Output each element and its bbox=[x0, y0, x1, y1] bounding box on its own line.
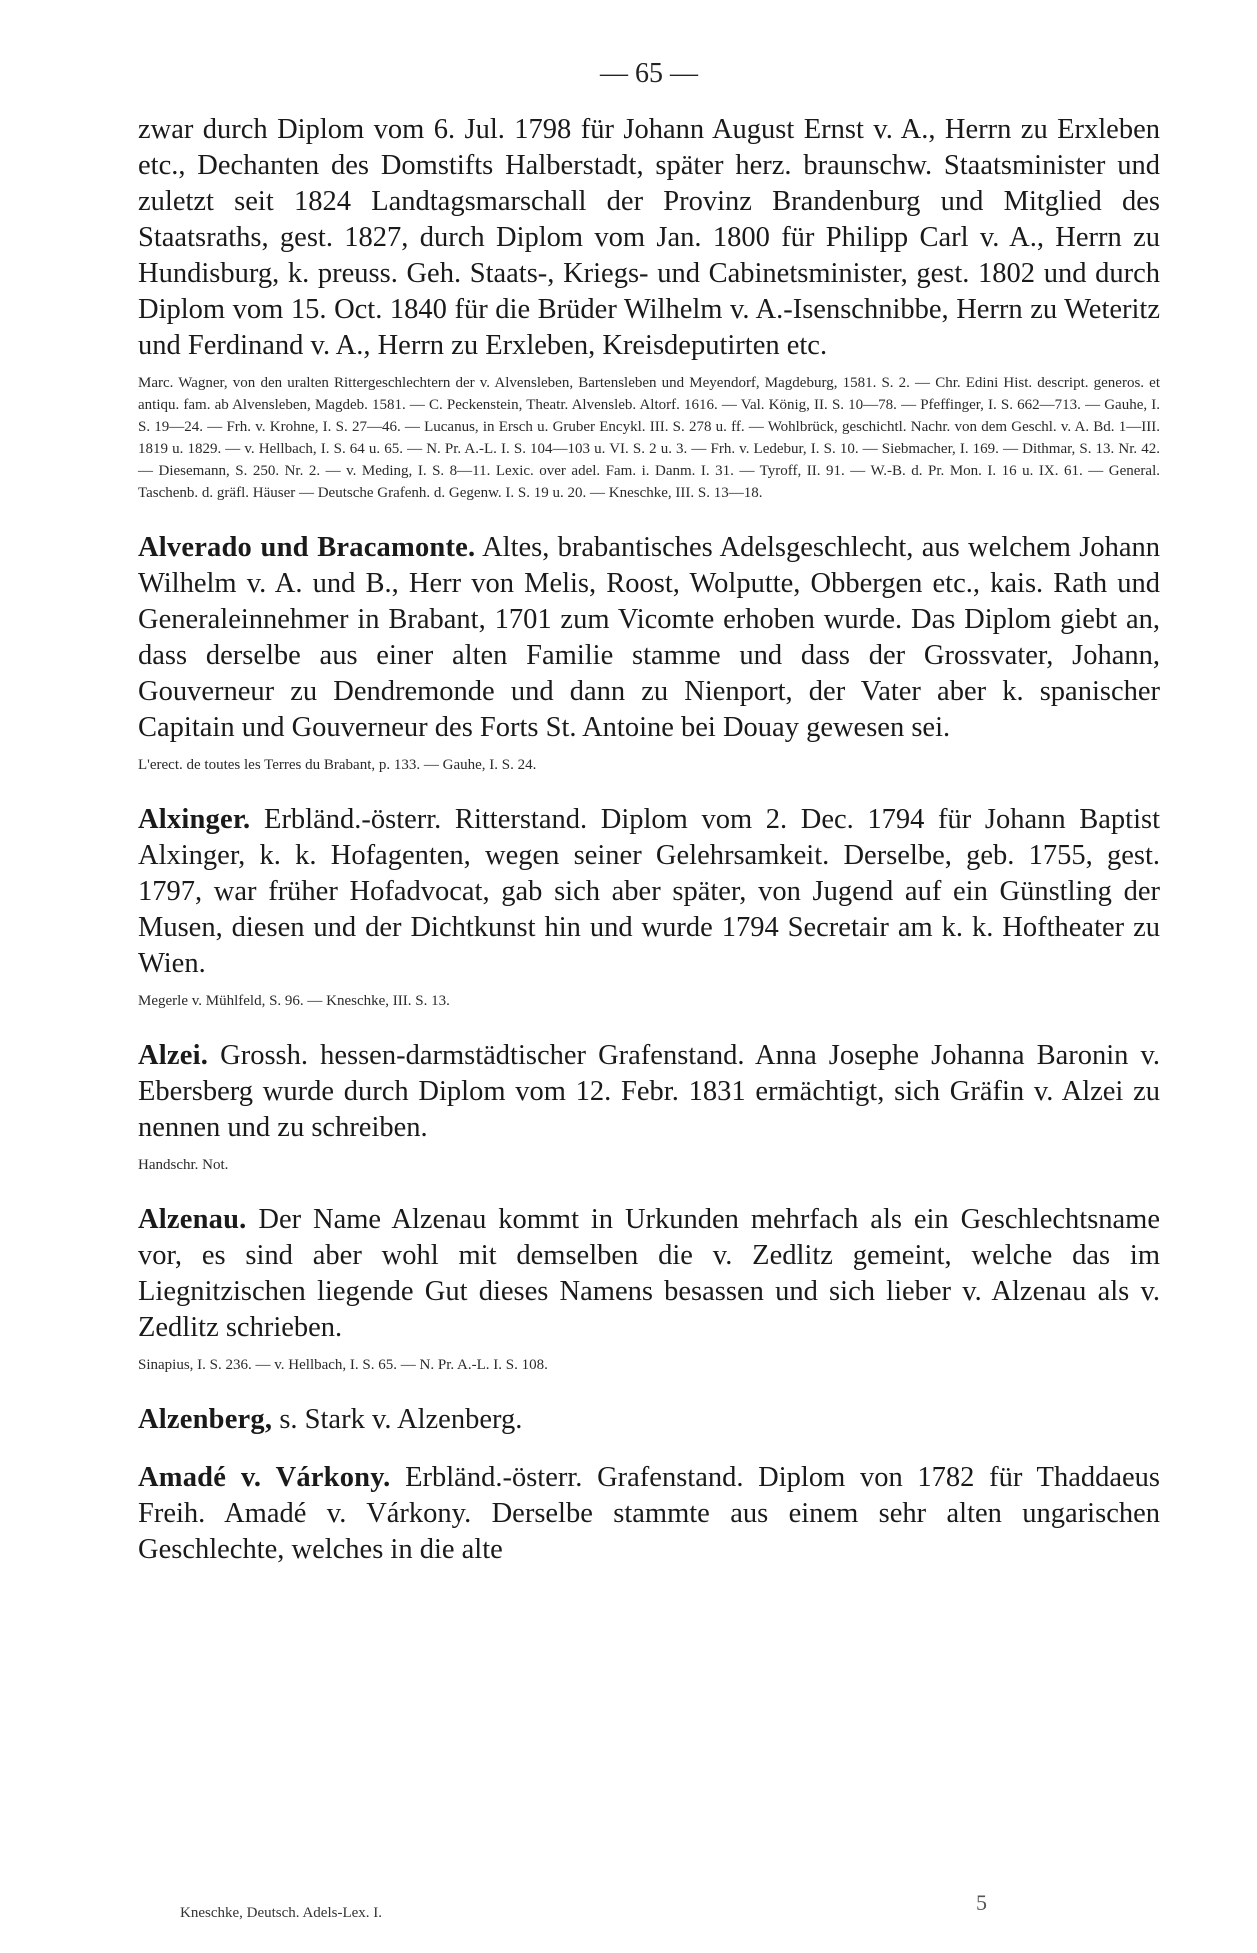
sheet-signature-number: 5 bbox=[976, 1890, 987, 1915]
entry-headword: Alxinger. bbox=[138, 804, 251, 835]
entry-text: Der Name Alzenau kommt in Urkunden mehrfach als ein Geschlechtsname vor, es sind aber wohl mit demselben die v. Zedlitz gemeint, welche das im Liegnitzischen liegende Gut dieses Namens besassen und sich lieber v. Alzenau als v. Zedlitz schrieben. bbox=[138, 1204, 1160, 1343]
entry-alzenberg bbox=[138, 1402, 1160, 1438]
entry-headword: Alzenberg, bbox=[138, 1404, 273, 1435]
entry-amade bbox=[138, 1460, 1160, 1568]
entry-text: Grossh. hessen-darmstädtischer Grafenstand. Anna Josephe Johanna Baronin v. Ebersberg wurde durch Diplom vom 12. Febr. 1831 ermächtigt, sich Gräfin v. Alzei zu nennen und zu schreiben. bbox=[138, 1040, 1161, 1143]
entry-reference: L'erect. de toutes les Terres du Brabant, p. 133. — Gauhe, I. S. 24. bbox=[138, 757, 537, 773]
entry-text: s. Stark v. Alzenberg. bbox=[279, 1404, 523, 1435]
entry-text: Erbländ.-österr. Ritterstand. Diplom vom 2. Dec. 1794 für Johann Baptist Alxinger, k. k. Hofagenten, wegen seiner Gelehrsamkeit. Derselbe, geb. 1755, gest. 1797, war früher Hofadvocat, gab sich aber später, von Jugend auf ein Günstling der Musen, diesen und der Dichtkunst hin und wurde 1794 Secretair am k. k. Hoftheater zu Wien. bbox=[138, 804, 1161, 979]
entry-text: Erbländ.-österr. Grafenstand. Diplom von 1782 für Thaddaeus Freih. Amadé v. Várkony. Derselbe stammte aus einem sehr alten ungarischen Geschlechte, welches in die alte bbox=[138, 1462, 1160, 1565]
entry-alverado bbox=[138, 530, 1160, 776]
entry-reference: Megerle v. Mühlfeld, S. 96. — Kneschke, III. S. 13. bbox=[138, 993, 450, 1009]
entry-alzenau bbox=[138, 1202, 1160, 1376]
page-number: — 65 — bbox=[600, 58, 698, 89]
entry-headword: Amadé v. Várkony. bbox=[138, 1462, 391, 1493]
entry-headword: Alverado und Bracamonte. bbox=[138, 532, 476, 563]
entry-reference: Sinapius, I. S. 236. — v. Hellbach, I. S. 65. — N. Pr. A.-L. I. S. 108. bbox=[138, 1357, 548, 1373]
document-page bbox=[138, 58, 1160, 1568]
intro-paragraph: zwar durch Diplom vom 6. Jul. 1798 für Johann August Ernst v. A., Herrn zu Erxleben etc., Dechanten des Domstifts Halberstadt, später herz. braunschw. Staatsminister und zuletzt seit 1824 Landtagsmarschall der Provinz Brandenburg und Mitglied des Staatsraths, gest. 1827, durch Diplom vom Jan. 1800 für Philipp Carl v. A., Herrn zu Hundisburg, k. preuss. Geh. Staats-, Kriegs- und Cabinetsminister, gest. 1802 und durch Diplom vom 15. Oct. 1840 für die Brüder Wilhelm v. A.-Isenschnibbe, Herrn zu Weteritz und Ferdinand v. A., Herrn zu Erxleben, Kreisdeputirten etc. bbox=[138, 114, 1160, 361]
footer-signature-line: Kneschke, Deutsch. Adels-Lex. I. bbox=[180, 1905, 383, 1921]
intro-reference: Marc. Wagner, von den uralten Rittergeschlechtern der v. Alvensleben, Bartensleben und Meyendorf, Magdeburg, 1581. S. 2. — Chr. Edini Hist. descript. generos. et antiqu. fam. ab Alvensleben, Magdeb. 1581. — C. Peckenstein, Theatr. Alvensleb. Altorf. 1616. — Val. König, II. S. 10—78. — Pfeffinger, I. S. 662—713. — Gauhe, I. S. 19—24. — Frh. v. Krohne, I. S. 27—46. — Lucanus, in Ersch u. Gruber Encykl. III. S. 278 u. ff. — Wohlbrück, geschichtl. Nachr. von dem Geschl. v. A. Bd. 1—III. 1819 u. 1829. — v. Hellbach, I. S. 64 u. 65. — N. Pr. A.-L. I. S. 104—103 u. VI. S. 2 u. 3. — Frh. v. Ledebur, I. S. 10. — Siebmacher, I. 169. — Dithmar, S. 13. Nr. 42. — Diesemann, S. 250. Nr. 2. — v. Meding, I. S. 8—11. Lexic. over adel. Fam. i. Danm. I. 31. — Tyroff, II. 91. — W.-B. d. Pr. Mon. I. 16 u. IX. 61. — General. Taschenb. d. gräfl. Häuser — Deutsche Grafenh. d. Gegenw. I. S. 19 u. 20. — Kneschke, III. S. 13—18. bbox=[138, 375, 1160, 501]
entry-reference: Handschr. Not. bbox=[138, 1157, 229, 1173]
entry-headword: Alzei. bbox=[138, 1040, 209, 1071]
entry-alzei bbox=[138, 1038, 1160, 1176]
entry-headword: Alzenau. bbox=[138, 1204, 247, 1235]
entry-alxinger bbox=[138, 802, 1160, 1012]
entry-text: Altes, brabantisches Adelsgeschlecht, aus welchem Johann Wilhelm v. A. und B., Herr von Melis, Roost, Wolputte, Obbergen etc., kais. Rath und Generaleinnehmer in Brabant, 1701 zum Vicomte erhoben wurde. Das Diplom giebt an, dass derselbe aus einer alten Familie stamme und dass der Grossvater, Johann, Gouverneur zu Dendremonde und dann zu Nienport, der Vater aber k. spanischer Capitain und Gouverneur des Forts St. Antoine bei Douay gewesen sei. bbox=[138, 532, 1160, 743]
